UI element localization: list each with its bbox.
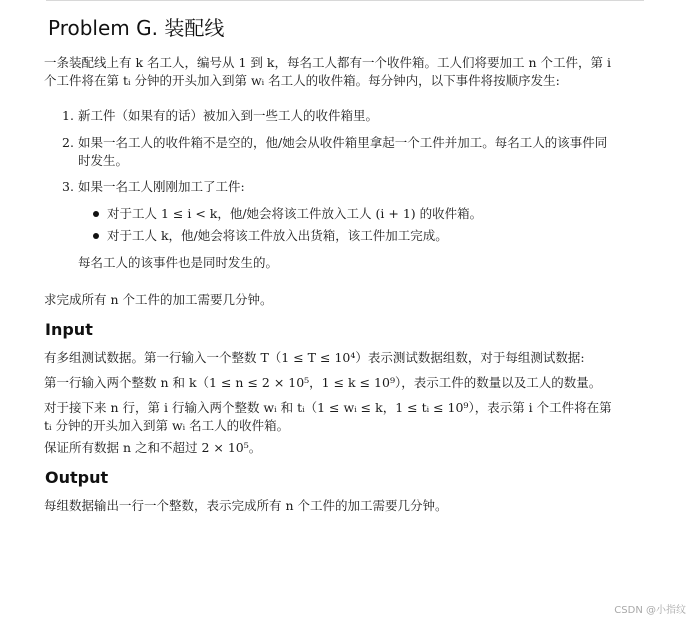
input-line-4: 保证所有数据 n 之和不超过 2 × 10⁵。 (44, 440, 262, 455)
step-3-text: 如果一名工人刚刚加工了工件: (78, 179, 245, 194)
intro-paragraph (44, 54, 642, 90)
input-line-3b: tᵢ 分钟的开头加入到第 wᵢ 名工人的收件箱。 (44, 418, 290, 433)
input-line-3a: 对于接下来 n 行，第 i 行输入两个整数 wᵢ 和 tᵢ（1 ≤ wᵢ ≤ k，1 ≤ tᵢ ≤ 10⁹），表示第 i 个工件将在第 (44, 400, 612, 415)
bullet-item-2: 对于工人 k，他/她会将该工件放入出货箱，该工件加工完成。 (107, 228, 448, 243)
watermark: CSDN @小指纹 (614, 605, 686, 616)
top-rule (46, 0, 644, 1)
step-1-text: 新工件（如果有的话）被加入到一些工人的收件箱里。 (78, 108, 379, 123)
input-line-1: 有多组测试数据。第一行输入一个整数 T（1 ≤ T ≤ 10⁴）表示测试数据组数，对于每组测试数据: (44, 350, 585, 365)
bullet-dot-2 (93, 233, 99, 239)
output-line-1: 每组数据输出一行一个整数，表示完成所有 n 个工件的加工需要几分钟。 (44, 498, 448, 513)
input-heading: Input (45, 320, 93, 339)
input-line-3 (44, 399, 642, 435)
output-heading: Output (45, 468, 109, 487)
bullet-item-1: 对于工人 1 ≤ i < k，他/她会将该工件放入工人 (i + 1) 的收件箱。 (107, 206, 483, 221)
question-text: 求完成所有 n 个工件的加工需要几分钟。 (44, 292, 273, 307)
bullet-dot-1 (93, 211, 99, 217)
intro-line-2: 个工件将在第 tᵢ 分钟的开头加入到第 wᵢ 名工人的收件箱。每分钟内，以下事件将按顺序发生: (44, 73, 560, 88)
step-2-line-1: 如果一名工人的收件箱不是空的，他/她会从收件箱里拿起一个工件并加工。每名工人的该事件同 (78, 135, 608, 150)
step-3-note: 每名工人的该事件也是同时发生的。 (78, 255, 279, 270)
step-1-number: 1. (62, 108, 74, 123)
intro-line-1: 一条装配线上有 k 名工人，编号从 1 到 k，每名工人都有一个收件箱。工人们将要加工 n 个工件，第 i (44, 55, 611, 70)
step-3-number: 3. (62, 179, 74, 194)
step-2-number: 2. (62, 135, 74, 150)
input-line-2: 第一行输入两个整数 n 和 k（1 ≤ n ≤ 2 × 10⁵，1 ≤ k ≤ 10⁹），表示工件的数量以及工人的数量。 (44, 375, 602, 390)
step-2-line-2: 时发生。 (78, 153, 129, 168)
step-2-text (78, 134, 642, 170)
problem-title: Problem G. 装配线 (48, 16, 225, 40)
